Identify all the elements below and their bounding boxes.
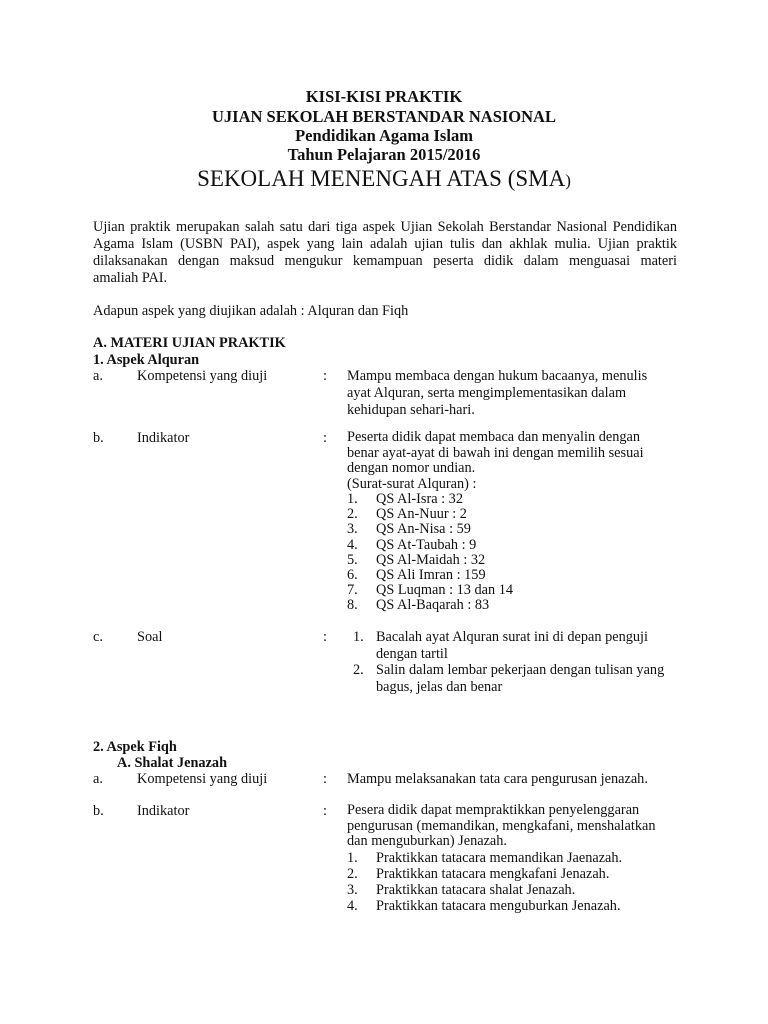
aspek-alquran-heading: 1. Aspek Alquran [93,352,200,368]
list-number: 2. [347,866,358,882]
list-item [347,507,677,522]
list-text: Praktikkan tatacara memandikan Jaenazah. [376,850,623,866]
list-number: 8. [347,597,358,614]
jenazah-steps-list [347,850,677,914]
doc-subject: Pendidikan Agama Islam [295,126,473,145]
fiqh-a-colon: : [323,771,327,787]
intro-line: dilaksanakan dengan maksud mengukur kemampuan peserta didik dalam menguasai materi [93,253,677,269]
list-number: 5. [347,551,358,568]
list-item [347,882,677,898]
list-item [347,866,677,882]
alquran-c-label: c. [93,629,103,645]
list-item [347,629,677,646]
list-item [347,538,677,553]
value-line: Pesera didik dapat mempraktikkan penyelenggaran [347,802,640,818]
intro-line: Agama Islam (USBN PAI), aspek yang lain adalah ujian tulis dan akhlak mulia. Ujian praktik [93,236,677,252]
list-number: 1. [353,629,364,645]
fiqh-a-value: Mampu melaksanakan tata cara pengurusan jenazah. [347,771,648,787]
value-line: kehidupan sehari-hari. [347,402,475,418]
fiqh-b-colon: : [323,803,327,819]
list-item [347,568,677,583]
list-text: QS Al-Maidah : 32 [376,551,486,568]
doc-title-line1: KISI-KISI PRAKTIK [305,87,463,106]
section-a-heading: A. MATERI UJIAN PRAKTIK [93,335,286,351]
value-line: dan menguburkan) Jenazah. [347,833,507,849]
list-item [347,598,677,613]
alquran-b-key: Indikator [137,430,190,446]
shalat-jenazah-heading: A. Shalat Jenazah [117,755,228,771]
list-item [347,850,677,866]
intro-line: amaliah PAI. [93,270,168,286]
list-number: 6. [347,566,358,583]
fiqh-b-value [347,803,677,850]
doc-school-level [0,166,768,194]
list-text: Bacalah ayat Alquran surat ini di depan penguji [376,629,648,645]
value-line: pengurusan (memandikan, mengkafani, menshalatkan [347,817,656,834]
list-number: 1. [347,491,358,507]
list-number: 2. [353,662,364,678]
surah-list [347,492,677,614]
list-item [347,583,677,598]
fiqh-a-label: a. [93,771,103,787]
list-item [347,553,677,568]
list-text: QS An-Nisa : 59 [376,521,471,538]
alquran-b-value [347,430,677,492]
alquran-c-key: Soal [137,629,163,645]
doc-school-level-paren: ) [565,171,571,190]
intro-line: Ujian praktik merupakan salah satu dari tiga aspek Ujian Sekolah Berstandar Nasional Pendidikan [93,219,677,235]
alquran-a-value [347,368,677,419]
list-item-cont [347,679,677,696]
value-line: (Surat-surat Alquran) : [347,475,477,492]
value-line: benar ayat-ayat di bawah ini dengan memilih sesuai [347,444,644,461]
aspects-statement: Adapun aspek yang diujikan adalah : Alquran dan Fiqh [93,303,409,319]
list-number: 1. [347,850,358,866]
list-number: 4. [347,898,358,914]
list-number: 3. [347,521,358,538]
fiqh-b-label: b. [93,803,104,819]
alquran-b-label: b. [93,430,104,446]
value-line: ayat Alquran, serta mengimplementasikan dalam [347,385,627,401]
doc-school-level-text: SEKOLAH MENENGAH ATAS (SMA [197,166,566,191]
alquran-a-colon: : [323,368,327,384]
list-text: bagus, jelas dan benar [376,678,503,695]
list-text: QS Al-Baqarah : 83 [376,597,490,614]
list-text: Praktikkan tatacara mengkafani Jenazah. [376,866,610,882]
list-item [347,492,677,507]
list-text: dengan tartil [376,645,448,662]
list-number: 2. [347,506,358,523]
doc-school-year: Tahun Pelajaran 2015/2016 [287,145,481,164]
list-number: 4. [347,536,358,553]
list-text: QS Ali Imran : 159 [376,566,486,583]
fiqh-b-key: Indikator [137,803,190,819]
list-item [347,898,677,914]
list-text: Salin dalam lembar pekerjaan dengan tulisan yang [376,662,665,678]
list-text: Praktikkan tatacara shalat Jenazah. [376,882,576,898]
value-line: Mampu membaca dengan hukum bacaanya, menulis [347,368,648,384]
list-text: QS Al-Isra : 32 [376,491,463,507]
list-text: QS At-Taubah : 9 [376,536,477,553]
aspek-fiqh-heading: 2. Aspek Fiqh [93,739,177,755]
alquran-a-key: Kompetensi yang diuji [137,368,268,384]
value-line: Peserta didik dapat membaca dan menyalin dengan [347,429,640,445]
list-item [347,522,677,537]
list-number: 3. [347,882,358,898]
doc-title-line2: UJIAN SEKOLAH BERSTANDAR NASIONAL [212,107,556,126]
intro-paragraph [93,219,677,287]
list-item-cont [347,646,677,663]
alquran-a-label: a. [93,368,103,384]
list-item [347,662,677,679]
list-number: 7. [347,582,358,599]
list-text: QS Luqman : 13 dan 14 [376,582,514,599]
alquran-c-colon: : [323,629,327,645]
soal-list [347,629,677,695]
fiqh-a-key: Kompetensi yang diuji [137,771,268,787]
list-text: Praktikkan tatacara menguburkan Jenazah. [376,898,621,914]
value-line: dengan nomor undian. [347,460,476,476]
list-text: QS An-Nuur : 2 [376,506,467,523]
alquran-b-colon: : [323,430,327,446]
